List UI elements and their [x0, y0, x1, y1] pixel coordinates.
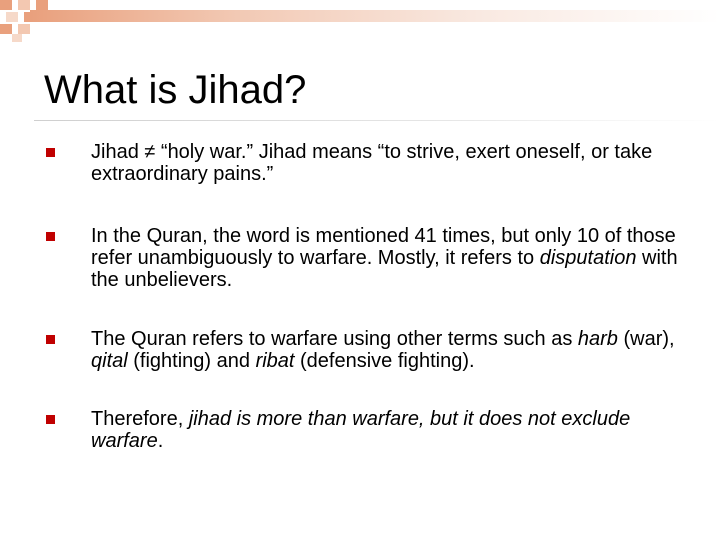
square-bullet-icon [46, 148, 55, 157]
italic-text: qital [91, 350, 128, 372]
text-run: Jihad ≠ “holy war.” Jihad means “to strive, exert oneself, or take extraordinary pains.” [91, 141, 653, 185]
italic-text: jihad is more than warfare, but it does not exclude warfare [91, 408, 631, 452]
page-title: What is Jihad? [44, 68, 307, 112]
bullet-text [91, 141, 691, 185]
bullet-text [91, 328, 691, 372]
italic-text: ribat [255, 350, 295, 372]
text-run: In the Quran, the word is mentioned 41 times, but only 10 of those refer unambiguously to warfare. Mostly, it refers to [91, 225, 676, 269]
square-bullet-icon [46, 415, 55, 424]
square-bullet-icon [46, 232, 55, 241]
text-run: (fighting) and [127, 350, 256, 372]
bullet-text [91, 225, 691, 291]
italic-text: harb [577, 328, 618, 350]
bullet-text [91, 408, 691, 452]
text-run: The Quran refers to warfare using other terms such as [91, 328, 578, 350]
text-run: . [157, 430, 164, 452]
square-bullet-icon [46, 335, 55, 344]
text-run: (war), [617, 328, 675, 350]
text-run: with the unbelievers. [91, 247, 678, 291]
text-run: (defensive fighting). [294, 350, 475, 372]
text-run: Therefore, [91, 408, 189, 430]
italic-text: disputation [539, 247, 637, 269]
